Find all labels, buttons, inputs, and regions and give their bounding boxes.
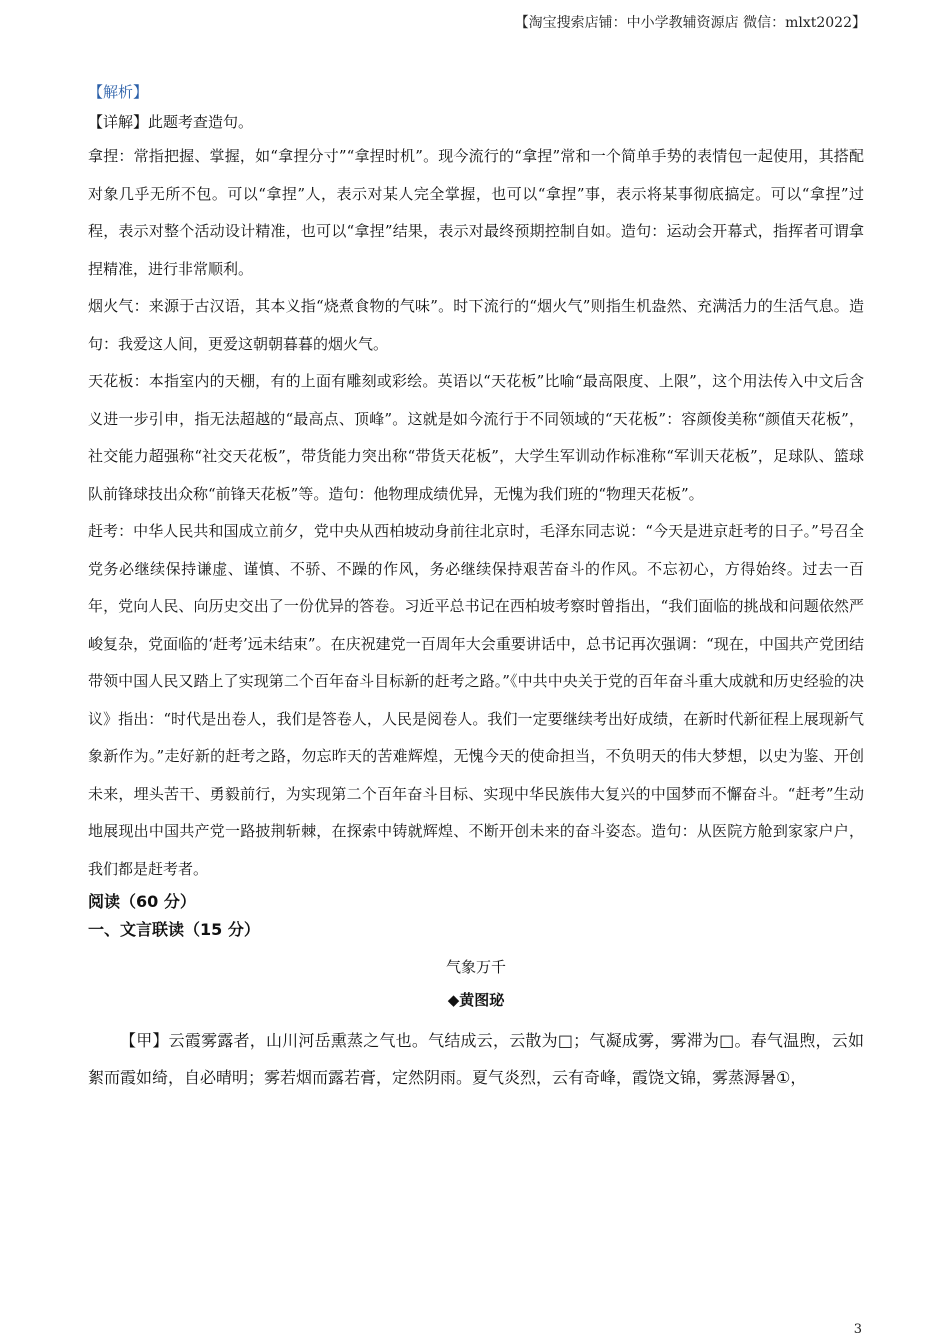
page-content: [88, 78, 864, 1096]
classical-subsection-title: 一、文言联读（15 分）: [88, 920, 260, 939]
passage-text: 【甲】云霞雾露者，山川河岳熏蒸之气也。气结成云，云散为□；气凝成雾，雾滞为□。春气温煦，云如絮而霞如绮，自必晴明；雾若烟而露若膏，定然阴雨。夏气炎烈，云有奇峰，霞饶文锦，雾蒸溽暑①，: [88, 1031, 864, 1087]
shop-header: 【淘宝搜索店铺：中小学教辅资源店 微信：mlxt2022】: [514, 15, 866, 31]
analysis-tag: 【解析】: [88, 83, 149, 101]
paragraph-tianhuaban: 天花板：本指室内的天棚，有的上面有雕刻或彩绘。英语以“天花板”比喻“最高限度、上限”，这个用法传入中文后含义进一步引申，指无法超越的“最高点、顶峰”。这就是如今流行于不同领域的“天花板”：容颜俊美称“颜值天花板”，社交能力超强称“社交天花板”，带货能力突出称“带货天花板”，大学生军训动作标准称“军训天花板”，足球队、篮球队前锋球技出众称“前锋天花板”等。造句：他物理成绩优异，无愧为我们班的“物理天花板”。: [88, 372, 864, 503]
passage-title: 气象万千: [445, 958, 506, 976]
page-number: 3: [853, 1322, 862, 1337]
passage-author: ◆黄图珌: [447, 991, 505, 1009]
paragraph-yanhuoqi: 烟火气：来源于古汉语，其本义指“烧煮食物的气味”。时下流行的“烟火气”则指生机盎然、充满活力的生活气息。造句：我爱这人间，更爱这朝朝暮暮的烟火气。: [88, 297, 864, 353]
reading-section-title: 阅读（60 分）: [88, 892, 196, 911]
paragraph-naniie: 拿捏：常指把握、掌握，如“拿捏分寸”“拿捏时机”。现今流行的“拿捏”常和一个简单手势的表情包一起使用，其搭配对象几乎无所不包。可以“拿捏”人，表示对某人完全掌握，也可以“拿捏”事，表示将某事彻底搞定。可以“拿捏”过程，表示对整个活动设计精准，也可以“拿捏”结果，表示对最终预期控制自如。造句：运动会开幕式，指挥者可谓拿捏精准，进行非常顺利。: [88, 147, 864, 278]
paragraph-gankao: 赶考：中华人民共和国成立前夕，党中央从西柏坡动身前往北京时，毛泽东同志说：“今天是进京赶考的日子。”号召全党务必继续保持谦虚、谨慎、不骄、不躁的作风，务必继续保持艰苦奋斗的作风。不忘初心，方得始终。过去一百年，党向人民、向历史交出了一份优异的答卷。习近平总书记在西柏坡考察时曾指出，“我们面临的挑战和问题依然严峻复杂，党面临的‘赶考’远未结束”。在庆祝建党一百周年大会重要讲话中，总书记再次强调：“现在，中国共产党团结带领中国人民又踏上了实现第二个百年奋斗目标新的赶考之路。”《中共中央关于党的百年奋斗重大成就和历史经验的决议》指出：“时代是出卷人，我们是答卷人，人民是阅卷人。我们一定要继续考出好成绩，在新时代新征程上展现新气象新作为。”走好新的赶考之路，勿忘昨天的苦难辉煌，无愧今天的使命担当，不负明天的伟大梦想，以史为鉴、开创未来，埋头苦干、勇毅前行，为实现第二个百年奋斗目标、实现中华民族伟大复兴的中国梦而不懈奋斗。“赶考”生动地展现出中国共产党一路披荆斩棘，在探索中铸就辉煌、不断开创未来的奋斗姿态。造句：从医院方舱到家家户户，我们都是赶考者。: [88, 522, 864, 878]
analysis-detail: 【详解】此题考查造句。: [88, 113, 254, 131]
